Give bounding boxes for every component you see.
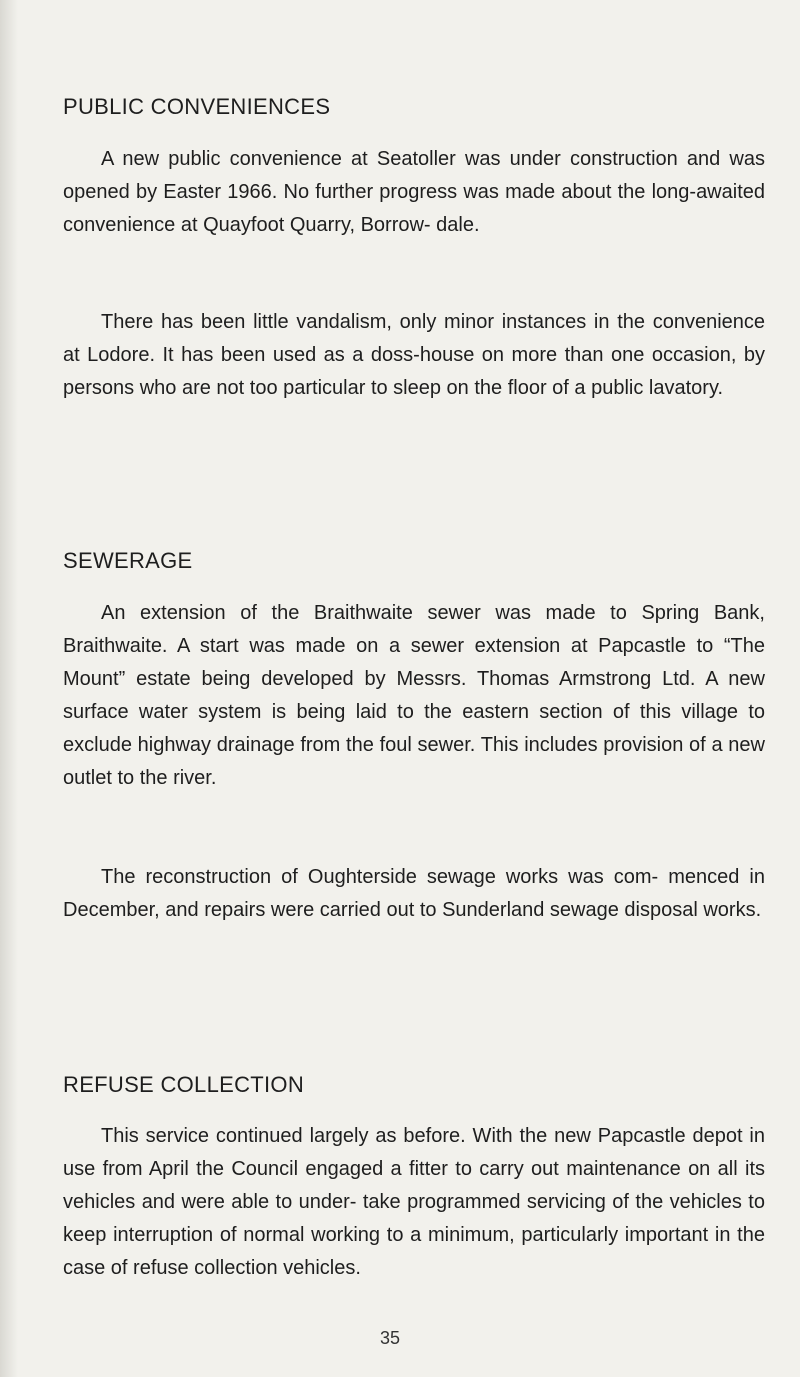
paragraph-vandalism: There has been little vandalism, only minor instances in the convenience at Lodore. It has been used as a doss-house on more than one occasion, by persons who are not too particular to sleep on the floor of a public lavatory. xyxy=(63,311,765,399)
paragraph-oughterside-works: The reconstruction of Oughterside sewage works was com- menced in December, and repairs were carried out to Sunderland sewage disposal works. xyxy=(63,866,765,921)
heading-public-conveniences: PUBLIC CONVENIENCES xyxy=(63,94,331,119)
page-edge-shadow xyxy=(0,0,18,1377)
page-number: 35 xyxy=(380,1328,401,1348)
paragraph-seatoller-convenience: A new public convenience at Seatoller was under construction and was opened by Easter 1966. No further progress was made about the long-awaited convenience at Quayfoot Quarry, Borrow- dale. xyxy=(63,148,765,236)
heading-sewerage: SEWERAGE xyxy=(63,548,193,573)
paragraph-braithwaite-sewer: An extension of the Braithwaite sewer was made to Spring Bank, Braithwaite. A start was made on a sewer extension at Papcastle to “The Mount” estate being developed by Messrs. Thomas Armstrong Ltd. A new surface water system is being laid to the eastern section of this village to exclude highway drainage from the foul sewer. This includes provision of a new outlet to the river. xyxy=(63,602,765,789)
paragraph-refuse-service: This service continued largely as before. With the new Papcastle depot in use from April the Council engaged a fitter to carry out maintenance on all its vehicles and were able to under- take programmed servicing of the vehicles to keep interruption of normal working to a minimum, particularly important in the case of refuse collection vehicles. xyxy=(63,1125,765,1279)
heading-refuse-collection: REFUSE COLLECTION xyxy=(63,1072,305,1097)
